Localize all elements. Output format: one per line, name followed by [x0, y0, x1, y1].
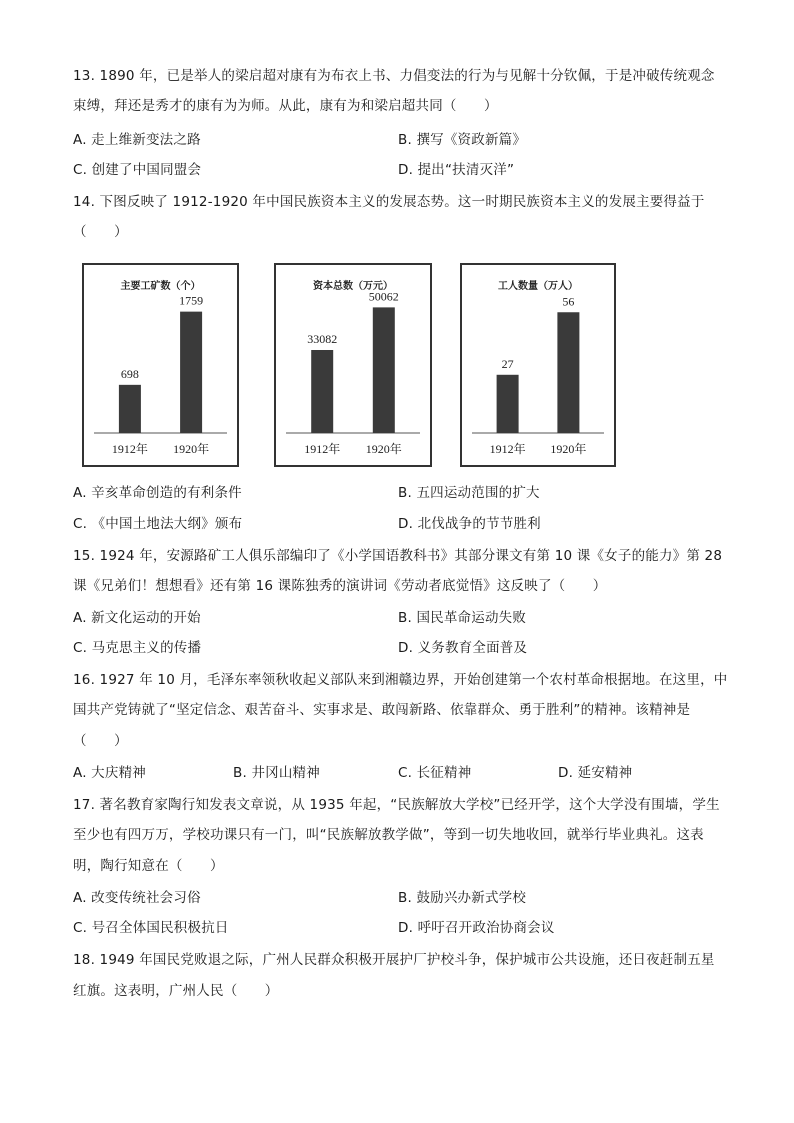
q13-option-c: C. 创建了中国同盟会 — [73, 162, 202, 178]
q15-option-a: A. 新文化运动的开始 — [73, 610, 201, 626]
q13-stem-line-1: 13. 1890 年，已是举人的梁启超对康有为布衣上书、力倡变法的行为与见解十分钦佩，于是冲破传统观念 — [73, 68, 715, 84]
chart-capital — [274, 263, 432, 467]
q18-stem-line-2: 红旗。这表明，广州人民（ ） — [73, 983, 279, 999]
chart-workers-svg — [462, 265, 614, 465]
chart-bar — [180, 312, 202, 433]
chart-bar — [557, 312, 579, 433]
q14-option-a: A. 辛亥革命创造的有利条件 — [73, 485, 242, 501]
q16-option-c: C. 长征精神 — [398, 765, 472, 781]
q14-stem-line-1: 14. 下图反映了 1912-1920 年中国民族资本主义的发展态势。这一时期民族资本主义的发展主要得益于 — [73, 194, 705, 210]
chart-value-label: 27 — [501, 356, 514, 371]
q17-option-b: B. 鼓励兴办新式学校 — [398, 890, 527, 906]
chart-title: 工人数量（万人） — [498, 281, 578, 292]
chart-mines — [82, 263, 239, 467]
chart-bar — [497, 375, 519, 433]
chart-category-label: 1912年 — [489, 442, 526, 456]
q15-stem-line-1: 15. 1924 年，安源路矿工人俱乐部编印了《小学国语教科书》其部分课文有第 10 课《女子的能力》第 28 — [73, 548, 723, 564]
q15-option-d: D. 义务教育全面普及 — [398, 640, 528, 656]
chart-title: 资本总数（万元） — [313, 281, 393, 292]
chart-category-label: 1912年 — [304, 442, 341, 456]
q17-option-d: D. 呼吁召开政治协商会议 — [398, 920, 555, 936]
chart-title: 主要工矿数（个） — [120, 281, 201, 292]
chart-value-label: 33082 — [307, 331, 338, 346]
q17-stem-line-1: 17. 著名教育家陶行知发表文章说，从 1935 年起，“民族解放大学校”已经开学，这个大学没有围墙，学生 — [73, 797, 720, 813]
q17-option-c: C. 号召全体国民积极抗日 — [73, 920, 229, 936]
q15-stem-line-2: 课《兄弟们！想想看》还有第 16 课陈独秀的演讲词《劳动者底觉悟》这反映了（ ） — [73, 578, 607, 594]
chart-capital-svg — [276, 265, 430, 465]
q15-option-c: C. 马克思主义的传播 — [73, 640, 202, 656]
q18-stem-line-1: 18. 1949 年国民党败退之际，广州人民群众积极开展护厂护校斗争，保护城市公共设施，还日夜赶制五星 — [73, 952, 715, 968]
q14-stem-line-2: （ ） — [73, 224, 128, 240]
chart-value-label: 698 — [120, 366, 139, 381]
chart-bar — [311, 350, 333, 433]
q16-stem-line-2: 国共产党铸就了“坚定信念、艰苦奋斗、实事求是、敢闯新路、依靠群众、勇于胜利”的精神。该精神是 — [73, 702, 691, 718]
chart-category-label: 1920年 — [550, 442, 587, 456]
q16-option-a: A. 大庆精神 — [73, 765, 146, 781]
q15-option-b: B. 国民革命运动失败 — [398, 610, 527, 626]
chart-value-label: 1759 — [179, 293, 204, 308]
chart-bar — [119, 385, 141, 433]
q13-stem-line-2: 束缚，拜还是秀才的康有为为师。从此，康有为和梁启超共同（ ） — [73, 98, 498, 114]
q14-option-b: B. 五四运动范围的扩大 — [398, 485, 540, 501]
chart-value-label: 50062 — [368, 289, 399, 304]
chart-bar — [373, 307, 395, 433]
chart-value-label: 56 — [562, 294, 575, 309]
q17-option-a: A. 改变传统社会习俗 — [73, 890, 201, 906]
q16-stem-line-1: 16. 1927 年 10 月，毛泽东率领秋收起义部队来到湘赣边界，开始创建第一个农村革命根据地。在这里，中 — [73, 672, 728, 688]
q17-stem-line-2: 至少也有四万万，学校功课只有一门，叫“民族解放教学做”，等到一切失地收回，就举行毕业典礼。这表 — [73, 827, 704, 843]
chart-category-label: 1912年 — [111, 442, 148, 456]
q16-stem-line-3: （ ） — [73, 733, 128, 749]
chart-workers — [460, 263, 616, 467]
q17-stem-line-3: 明，陶行知意在（ ） — [73, 858, 224, 874]
chart-mines-svg — [84, 265, 237, 465]
chart-category-label: 1920年 — [173, 442, 210, 456]
q13-option-b: B. 撰写《资政新篇》 — [398, 132, 527, 148]
q14-option-c: C. 《中国土地法大纲》颁布 — [73, 516, 243, 532]
q16-option-d: D. 延安精神 — [558, 765, 633, 781]
q16-option-b: B. 井冈山精神 — [233, 765, 320, 781]
q13-option-a: A. 走上维新变法之路 — [73, 132, 201, 148]
q14-option-d: D. 北伐战争的节节胜利 — [398, 516, 541, 532]
q13-option-d: D. 提出“扶清灭洋” — [398, 162, 515, 178]
chart-category-label: 1920年 — [365, 442, 402, 456]
